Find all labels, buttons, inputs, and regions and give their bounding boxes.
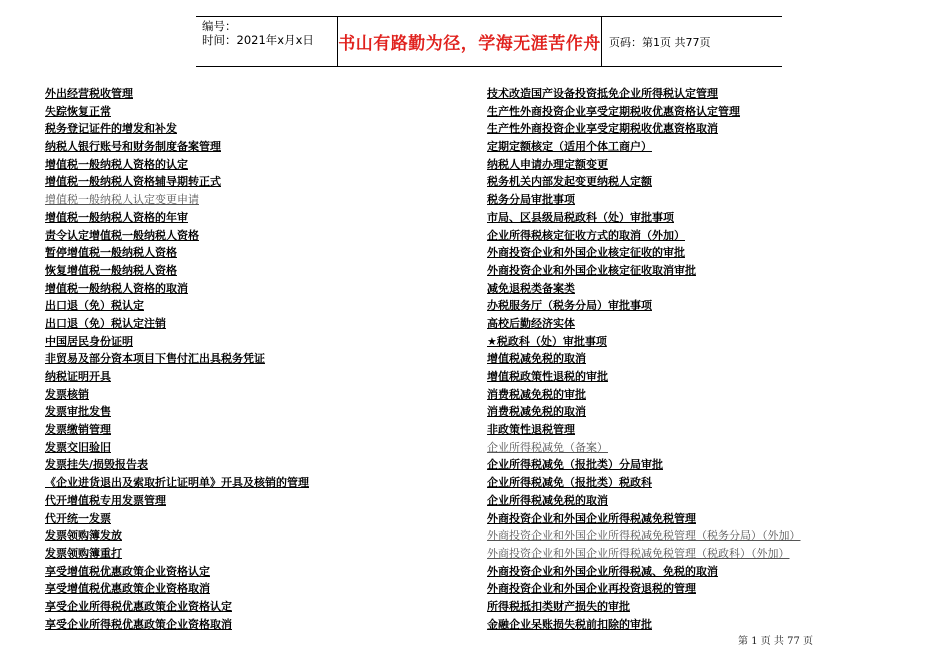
list-item (45, 421, 309, 439)
list-item (45, 527, 309, 545)
link-item[interactable]: 享受企业所得税优惠政策企业资格认定 (45, 599, 232, 613)
link-item[interactable]: 高校后勤经济实体 (487, 316, 575, 330)
link-item[interactable]: 税务机关内部发起变更纳税人定额 (487, 175, 652, 189)
link-item[interactable]: 市局、区县级局税政科（处）审批事项 (487, 210, 674, 224)
list-item (45, 191, 309, 209)
link-item[interactable]: 税务登记证件的增发和补发 (45, 122, 177, 136)
list-item (487, 156, 801, 174)
list-item (45, 492, 309, 510)
link-item[interactable]: 外出经营税收管理 (45, 87, 133, 100)
link-item[interactable]: 增值税政策性退税的审批 (487, 370, 608, 383)
list-item (45, 297, 309, 315)
link-item[interactable]: 外商投资企业和外国企业核定征收取消审批 (487, 263, 696, 277)
right-link-list (487, 85, 801, 633)
link-item[interactable]: 发票领购簿发放 (45, 529, 122, 543)
list-item (45, 598, 309, 616)
link-item[interactable]: 生产性外商投资企业享受定期税收优惠资格认定管理 (487, 104, 740, 118)
list-item (45, 580, 309, 598)
page-footer: 第 1 页 共 77 页 (738, 636, 813, 647)
link-item[interactable]: 纳税证明开具 (45, 370, 111, 383)
link-item[interactable]: 享受增值税优惠政策企业资格认定 (45, 564, 210, 578)
list-item (487, 191, 801, 209)
list-item (45, 350, 309, 368)
header-motto: 书山有路勤为径，学海无涯苦作舟 (338, 17, 602, 66)
list-item (45, 173, 309, 191)
list-item (45, 244, 309, 262)
list-item (487, 510, 801, 528)
list-item (487, 297, 801, 315)
link-item[interactable]: 外商投资企业和外国企业所得税减免税管理（税务分局）（外加） (487, 529, 801, 543)
link-item[interactable]: 增值税一般纳税人资格的认定 (45, 157, 188, 171)
link-item[interactable]: 发票缴销管理 (45, 423, 111, 437)
link-item[interactable]: 发票领购簿重打 (45, 546, 122, 560)
link-item[interactable]: 增值税一般纳税人资格辅导期转正式 (45, 175, 221, 189)
link-item[interactable]: 企业所得税减免税的取消 (487, 493, 608, 507)
number-label: 编号： (202, 19, 237, 33)
link-item[interactable]: 企业所得税核定征收方式的取消（外加） (487, 228, 685, 242)
header-page-code: 页码：第1页 共77页 (609, 35, 711, 49)
list-item (45, 474, 309, 492)
link-item[interactable]: 享受企业所得税优惠政策企业资格取消 (45, 617, 232, 631)
link-item[interactable]: 外商投资企业和外国企业所得税减、免税的取消 (487, 564, 718, 578)
list-item (487, 492, 801, 510)
list-item (487, 474, 801, 492)
list-item (45, 103, 309, 121)
link-item[interactable]: 办税服务厅（税务分局）审批事项 (487, 299, 652, 313)
list-item (487, 580, 801, 598)
link-item[interactable]: 减免退税类备案类 (487, 281, 575, 295)
link-item[interactable]: 所得税抵扣类财产损失的审批 (487, 599, 630, 613)
list-item (487, 138, 801, 156)
list-item (487, 262, 801, 280)
list-item (487, 173, 801, 191)
link-item[interactable]: 外商投资企业和外国企业再投资退税的管理 (487, 582, 696, 596)
list-item (45, 545, 309, 563)
list-item (487, 280, 801, 298)
list-item (487, 368, 801, 386)
list-item (45, 403, 309, 421)
link-item[interactable]: 纳税人申请办理定额变更 (487, 157, 608, 171)
list-item (487, 527, 801, 545)
link-item[interactable]: 发票挂失/损毁报告表 (45, 458, 149, 472)
list-item (487, 563, 801, 581)
header-meta (196, 17, 338, 66)
link-item[interactable]: 发票核销 (45, 387, 89, 401)
left-link-list (45, 85, 309, 633)
link-item[interactable]: 税务分局审批事项 (487, 193, 575, 207)
link-item[interactable]: 恢复增值税一般纳税人资格 (45, 263, 177, 277)
list-item (45, 280, 309, 298)
link-item[interactable]: 中国居民身份证明 (45, 334, 133, 348)
list-item (45, 563, 309, 581)
list-item (487, 598, 801, 616)
link-item[interactable]: ★税政科（处）审批事项 (487, 334, 607, 348)
list-item (45, 439, 309, 457)
document-header (196, 16, 782, 67)
list-item (45, 85, 309, 103)
list-item (487, 120, 801, 138)
link-item[interactable]: 生产性外商投资企业享受定期税收优惠资格取消 (487, 122, 718, 136)
link-item[interactable]: 外商投资企业和外国企业所得税减免税管理 (487, 511, 696, 525)
link-item[interactable]: 金融企业呆账损失税前扣除的审批 (487, 617, 652, 631)
list-item (487, 350, 801, 368)
link-item[interactable]: 外商投资企业和外国企业核定征收的审批 (487, 246, 685, 260)
list-item (45, 456, 309, 474)
link-item[interactable]: 《企业进货退出及索取折让证明单》开具及核销的管理 (45, 476, 309, 490)
list-item (45, 333, 309, 351)
time-label: 时间：2021年x月x日 (202, 33, 314, 47)
list-item (487, 421, 801, 439)
link-item[interactable]: 暂停增值税一般纳税人资格 (45, 246, 177, 260)
list-item (45, 209, 309, 227)
link-item[interactable]: 发票交旧验旧 (45, 440, 111, 454)
list-item (487, 315, 801, 333)
list-item (45, 315, 309, 333)
link-item[interactable]: 技术改造国产设备投资抵免企业所得税认定管理 (487, 87, 718, 100)
list-item (45, 227, 309, 245)
list-item (487, 386, 801, 404)
list-item (487, 545, 801, 563)
link-item[interactable]: 企业所得税减免（报批类）税政科 (487, 476, 652, 490)
list-item (45, 262, 309, 280)
link-item[interactable]: 失踪恢复正常 (45, 104, 111, 118)
list-item (45, 156, 309, 174)
link-item[interactable]: 纳税人银行账号和财务制度备案管理 (45, 140, 221, 154)
list-item (487, 456, 801, 474)
list-item (487, 227, 801, 245)
link-item[interactable]: 定期定额核定（适用个体工商户） (487, 140, 652, 154)
list-item (487, 333, 801, 351)
link-item[interactable]: 增值税一般纳税人资格的取消 (45, 281, 188, 295)
list-item (487, 244, 801, 262)
link-item[interactable]: 增值税减免税的取消 (487, 352, 586, 366)
link-item[interactable]: 消费税减免税的审批 (487, 387, 586, 401)
link-item[interactable]: 代开统一发票 (45, 511, 111, 525)
link-item[interactable]: 责令认定增值税一般纳税人资格 (45, 228, 199, 242)
list-item (45, 138, 309, 156)
link-item[interactable]: 出口退（免）税认定注销 (45, 316, 166, 330)
link-item[interactable]: 出口退（免）税认定 (45, 299, 144, 313)
link-item[interactable]: 发票审批发售 (45, 405, 111, 419)
link-item[interactable]: 消费税减免税的取消 (487, 405, 586, 419)
link-item[interactable]: 外商投资企业和外国企业所得税减免税管理（税政科）（外加） (487, 546, 790, 560)
list-item (487, 439, 801, 457)
link-item[interactable]: 非贸易及部分资本项目下售付汇出具税务凭证 (45, 352, 265, 366)
link-item[interactable]: 企业所得税减免（备案） (487, 440, 608, 454)
list-item (45, 386, 309, 404)
link-item[interactable]: 非政策性退税管理 (487, 423, 575, 437)
list-item (487, 103, 801, 121)
list-item (487, 616, 801, 634)
link-item[interactable]: 享受增值税优惠政策企业资格取消 (45, 582, 210, 596)
link-item[interactable]: 企业所得税减免（报批类）分局审批 (487, 458, 663, 472)
list-item (45, 510, 309, 528)
list-item (487, 209, 801, 227)
list-item (45, 368, 309, 386)
list-item (45, 616, 309, 634)
list-item (45, 120, 309, 138)
list-item (487, 403, 801, 421)
list-item (487, 85, 801, 103)
link-item[interactable]: 增值税一般纳税人资格的年审 (45, 210, 188, 224)
link-item[interactable]: 代开增值税专用发票管理 (45, 493, 166, 507)
link-item[interactable]: 增值税一般纳税人认定变更申请 (45, 193, 199, 207)
